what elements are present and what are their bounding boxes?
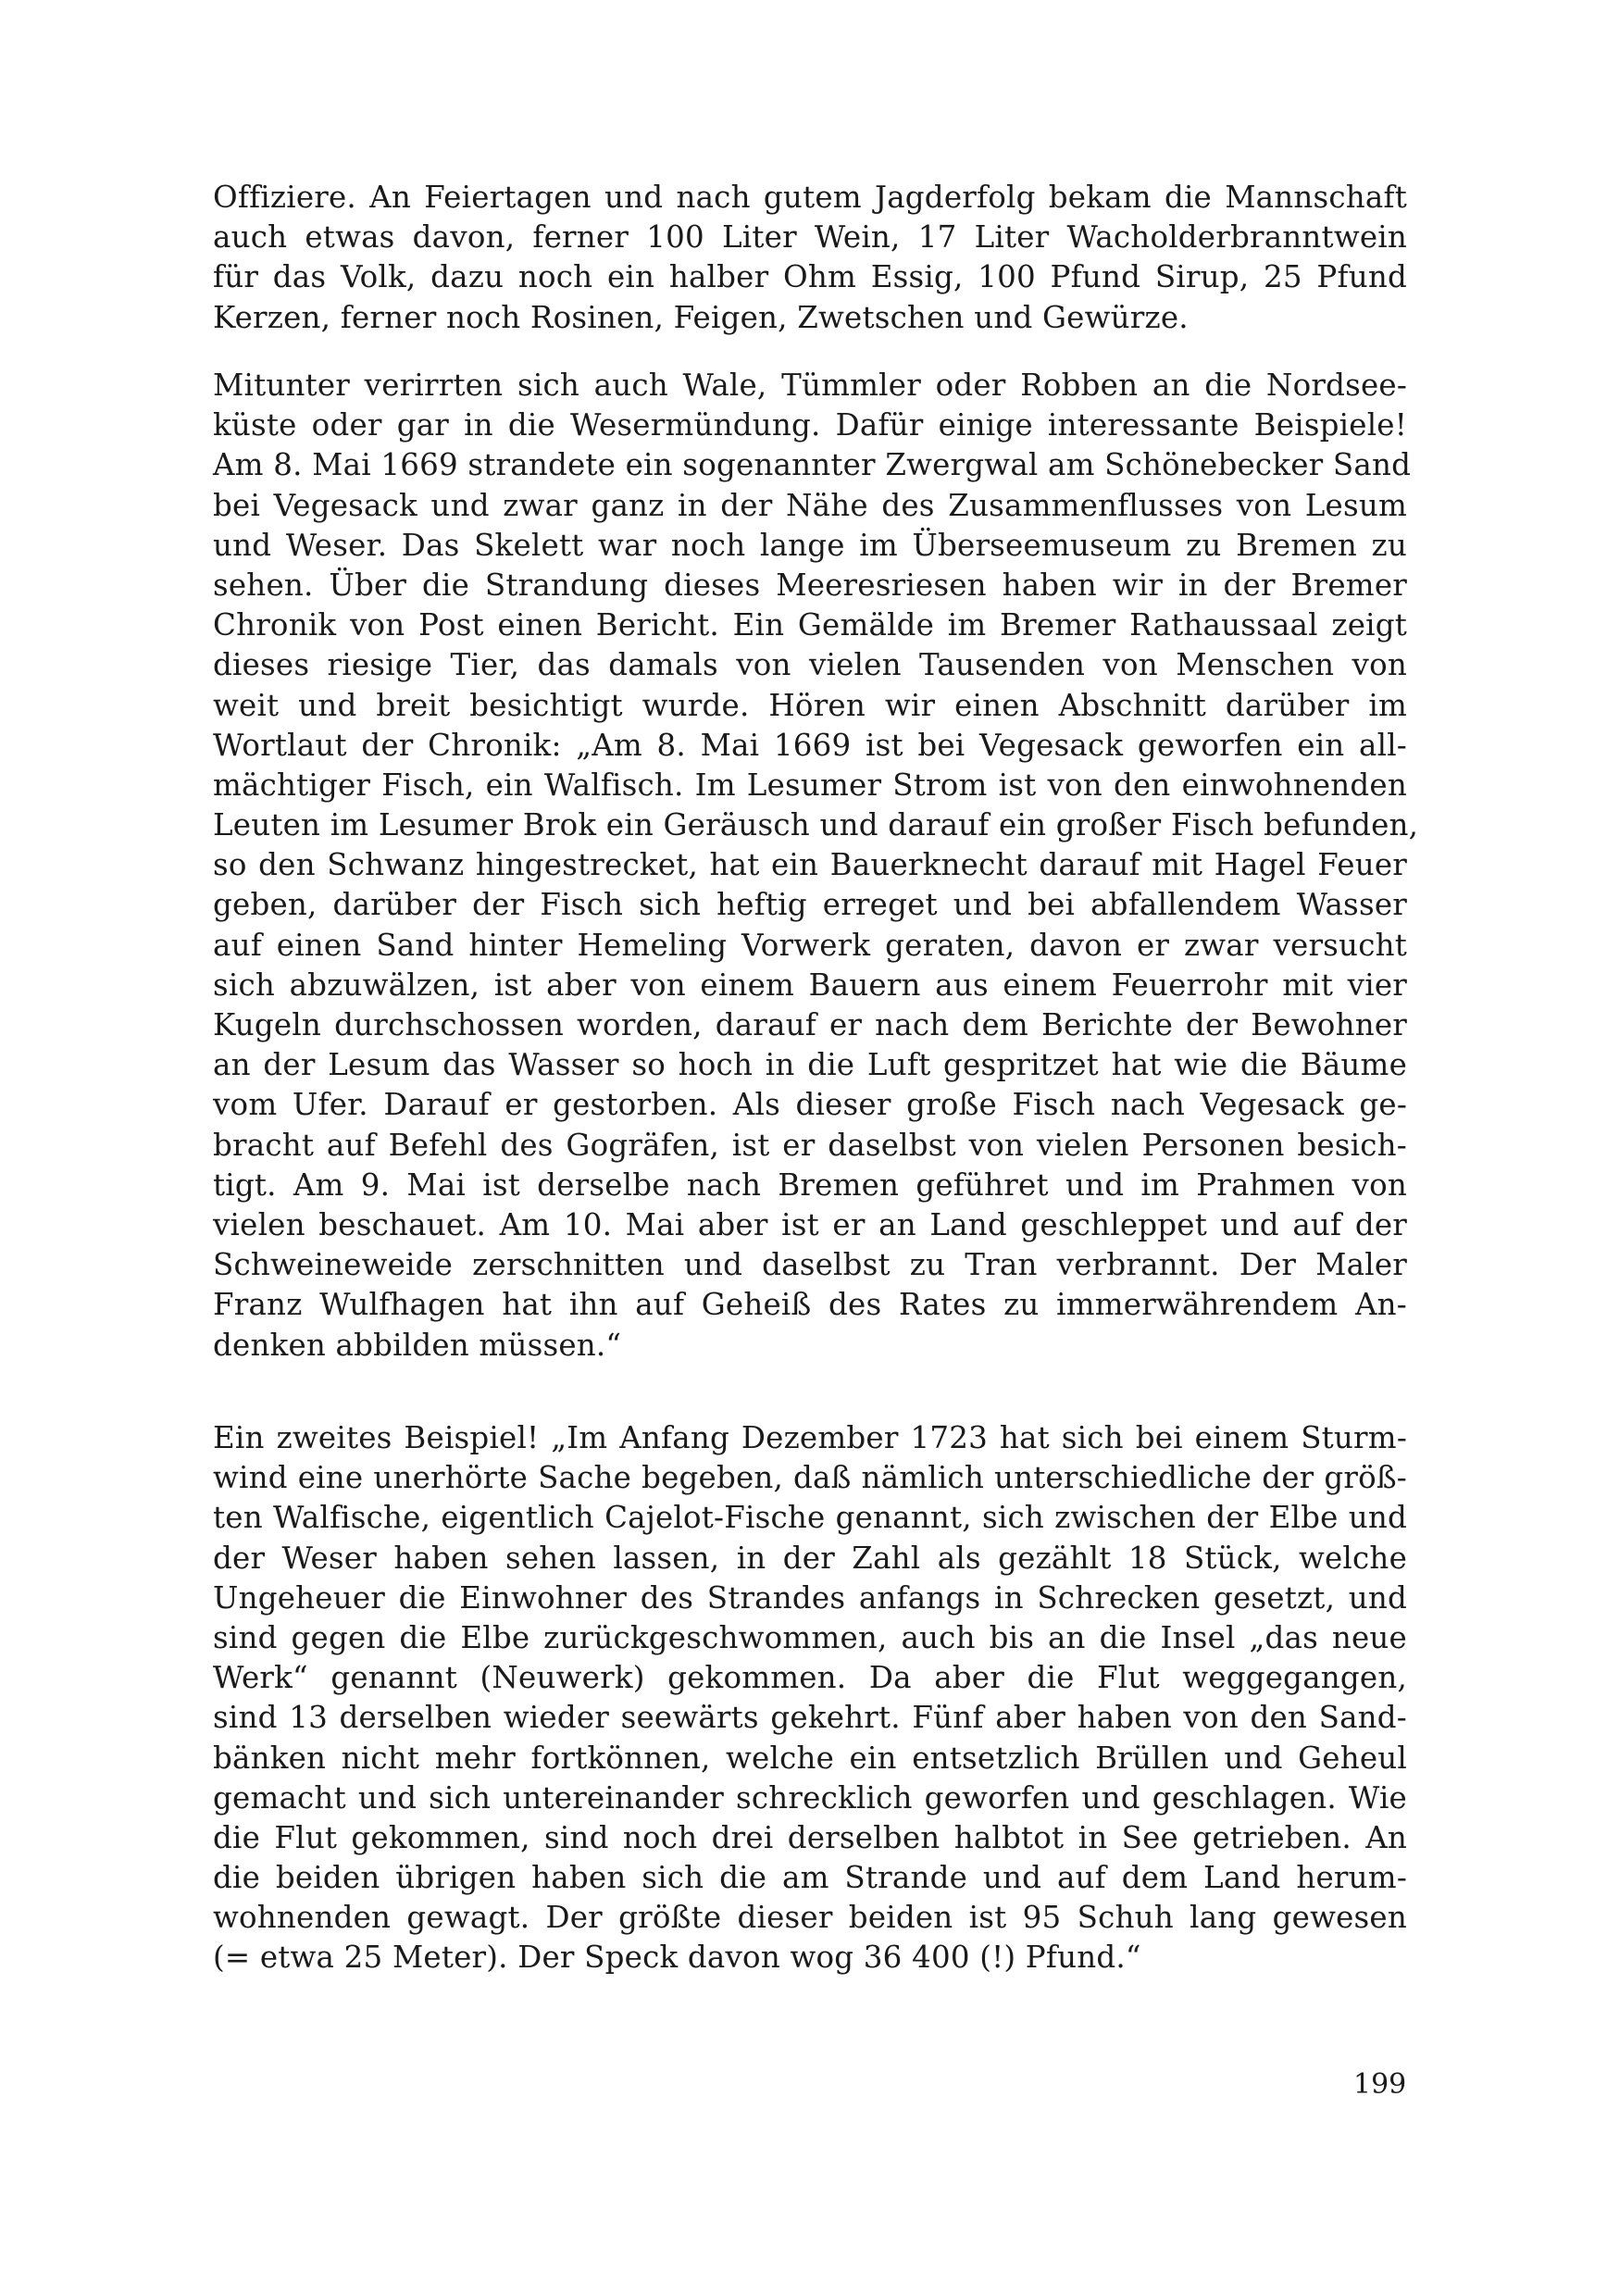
text-line: (= etwa 25 Meter). Der Speck davon wog 36 400 (!) Pfund.“	[213, 1940, 1141, 1976]
text-line: für das Volk, dazu noch ein halber Ohm Essig, 100 Pfund Sirup, 25 Pfund	[213, 259, 1407, 295]
text-line: Offiziere. An Feiertagen und nach gutem Jagderfolg bekam die Mannschaft	[213, 180, 1407, 215]
text-line: die Flut gekommen, sind noch drei derselben halbtot in See getrieben. An	[213, 1819, 1407, 1855]
text-line: Franz Wulfhagen hat ihn auf Geheiß des Rates zu immerwährendem An-	[213, 1287, 1407, 1323]
text-line: und Weser. Das Skelett war noch lange im Überseemuseum zu Bremen zu	[213, 527, 1407, 563]
paragraph-1	[213, 178, 1407, 338]
text-line: an der Lesum das Wasser so hoch in die Luft gespritzet hat wie die Bäume	[213, 1047, 1407, 1083]
text-line: bei Vegesack und zwar ganz in der Nähe des Zusammenflusses von Lesum	[213, 487, 1407, 523]
text-line: Mitunter verirrten sich auch Wale, Tümmler oder Robben an die Nordsee-	[213, 368, 1407, 403]
text-line: Schweineweide zerschnitten und daselbst zu Tran verbrannt. Der Maler	[213, 1247, 1407, 1283]
text-line: mächtiger Fisch, ein Walfisch. Im Lesumer Strom ist von den einwohnenden	[213, 767, 1407, 803]
text-line: auch etwas davon, ferner 100 Liter Wein, 17 Liter Wacholderbranntwein	[213, 219, 1407, 256]
text-line: sich abzuwälzen, ist aber von einem Bauern aus einem Feuerrohr mit vier	[213, 967, 1407, 1003]
paragraph-3	[213, 1418, 1407, 1978]
text-line: bänken nicht mehr fortkönnen, welche ein entsetzlich Brüllen und Geheul	[213, 1740, 1407, 1776]
text-line: die beiden übrigen haben sich die am Strande und auf dem Land herum-	[213, 1860, 1407, 1896]
text-line: Werk“ genannt (Neuwerk) gekommen. Da aber die Flut weggegangen,	[213, 1660, 1407, 1696]
text-line: Kugeln durchschossen worden, darauf er nach dem Berichte der Bewohner	[213, 1007, 1407, 1042]
text-line: geben, darüber der Fisch sich heftig erreget und bei abfallendem Wasser	[213, 887, 1407, 923]
text-line: wohnenden gewagt. Der größte dieser beiden ist 95 Schuh lang gewesen	[213, 1900, 1407, 1936]
text-line: so den Schwanz hingestrecket, hat ein Bauerknecht darauf mit Hagel Feuer	[213, 847, 1407, 883]
text-line: der Weser haben sehen lassen, in der Zahl als gezählt 18 Stück, welche	[213, 1540, 1407, 1576]
text-line: vom Ufer. Darauf er gestorben. Als dieser große Fisch nach Vegesack ge-	[213, 1087, 1407, 1123]
page-number: 199	[1353, 2068, 1407, 2101]
text-line: bracht auf Befehl des Gogräfen, ist er daselbst von vielen Personen besich-	[213, 1127, 1407, 1163]
text-line: Am 8. Mai 1669 strandete ein sogenannter Zwergwal am Schönebecker Sand	[213, 447, 1412, 483]
text-line: Wortlaut der Chronik: „Am 8. Mai 1669 ist bei Vegesack geworfen ein all-	[213, 727, 1407, 763]
text-line: auf einen Sand hinter Hemeling Vorwerk geraten, davon er zwar versucht	[213, 927, 1407, 963]
text-line: tigt. Am 9. Mai ist derselbe nach Bremen geführet und im Prahmen von	[213, 1167, 1407, 1203]
text-line: weit und breit besichtigt wurde. Hören wir einen Abschnitt darüber im	[213, 687, 1407, 723]
text-line: sehen. Über die Strandung dieses Meeresriesen haben wir in der Bremer	[213, 567, 1407, 603]
text-line: sind gegen die Elbe zurückgeschwommen, auch bis an die Insel „das neue	[213, 1619, 1407, 1655]
text-line: vielen beschauet. Am 10. Mai aber ist er an Land geschleppet und auf der	[213, 1206, 1407, 1242]
text-line: küste oder gar in die Wesermündung. Dafür einige interessante Beispiele!	[213, 407, 1407, 443]
text-line: ten Walfische, eigentlich Cajelot-Fische genannt, sich zwischen der Elbe und	[213, 1500, 1407, 1536]
text-line: gemacht und sich untereinander schrecklich geworfen und geschlagen. Wie	[213, 1779, 1407, 1816]
text-line: wind eine unerhörte Sache begeben, daß nämlich unterschiedliche der größ-	[213, 1460, 1407, 1496]
text-line: Leuten im Lesumer Brok ein Geräusch und darauf ein großer Fisch befunden,	[213, 807, 1419, 843]
paragraph-2	[213, 366, 1419, 1366]
text-line: sind 13 derselben wieder seewärts gekehrt. Fünf aber haben von den Sand-	[213, 1700, 1407, 1736]
text-line: Ein zweites Beispiel! „Im Anfang Dezember 1723 hat sich bei einem Sturm-	[213, 1420, 1407, 1455]
text-line: Kerzen, ferner noch Rosinen, Feigen, Zwetschen und Gewürze.	[213, 299, 1189, 335]
text-line: denken abbilden müssen.“	[213, 1327, 622, 1363]
text-line: dieses riesige Tier, das damals von vielen Tausenden von Menschen von	[213, 647, 1407, 683]
text-line: Ungeheuer die Einwohner des Strandes anfangs in Schrecken gesetzt, und	[213, 1579, 1407, 1616]
text-line: Chronik von Post einen Bericht. Ein Gemälde im Bremer Rathaussaal zeigt	[213, 607, 1407, 643]
